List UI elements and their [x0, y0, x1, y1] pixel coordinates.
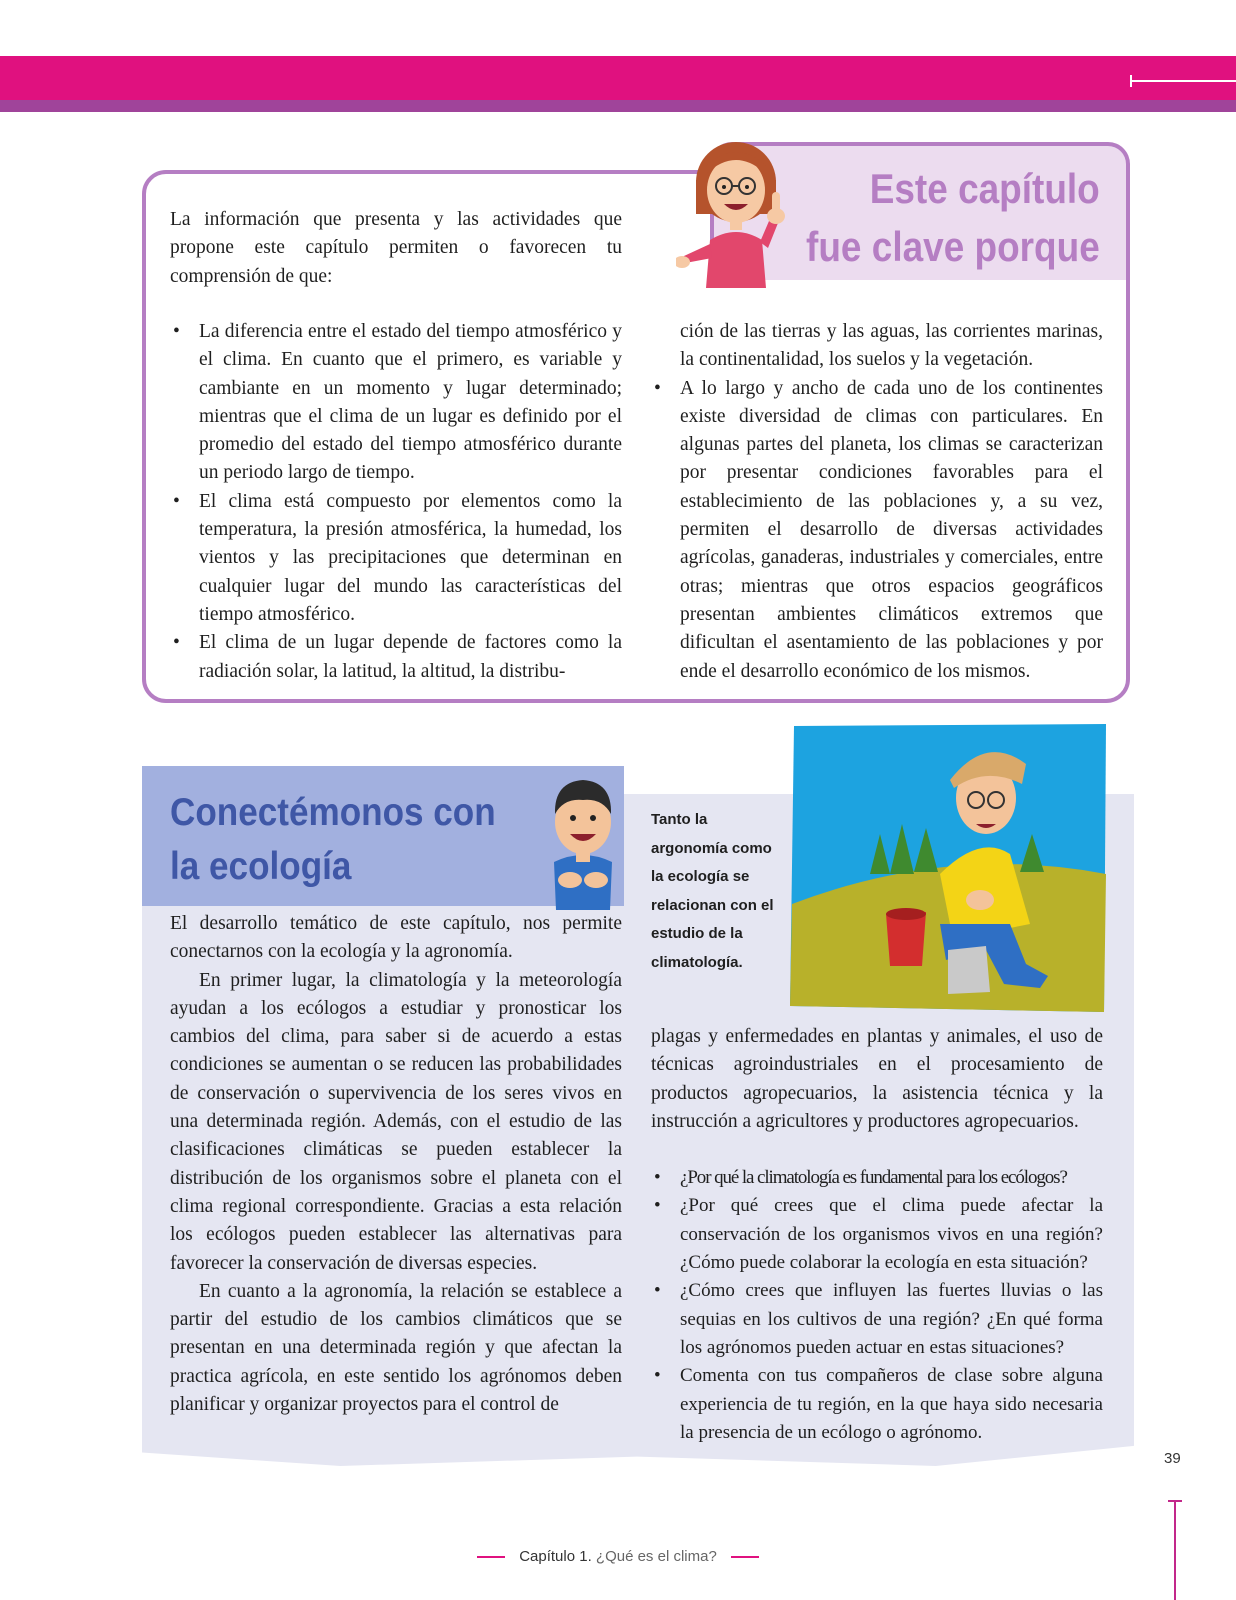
ecology-question: • ¿Por qué la climatología es fundamental para los ecólogos? [651, 1164, 1103, 1192]
ecology-paragraph: El desarrollo temático de este capítulo, nos permite conectarnos con la ecología y la agronomía. [170, 913, 622, 963]
top-banner [0, 56, 1236, 100]
key-bullet: • La diferencia entre el estado del tiempo atmosférico y el clima. En cuanto que el primero, es variable y cambiante en un momento y lugar determinado; mientras que el clima de un lugar es definido por el promedio del estado del tiempo atmosférico durante un periodo largo de tiempo. [170, 318, 622, 488]
girl-illustration [676, 140, 798, 288]
boy-illustration [540, 762, 626, 910]
ecology-paragraph: En cuanto a la agronomía, la relación se establece a partir del estudio de los cambios climáticos que se presentan en una determinada región y que afectan la practica agrícola, en este sentido los agrónomos deben planificar y organizar proyectos para el control de [170, 1280, 622, 1416]
ecology-paragraph: plagas y enfermedades en plantas y animales, el uso de técnicas agroindustriales en el procesamiento de productos agropecuarios, la asistencia técnica y la instrucción a agricultores y productores agropecuarios. [651, 1026, 1103, 1132]
chapter-key-right-column [651, 318, 1103, 686]
footer-right-mark [731, 1556, 759, 1558]
footer-subtitle: ¿Qué es el clima? [595, 1548, 717, 1565]
page-footer [0, 1548, 1236, 1565]
ecology-questions [651, 1164, 1103, 1447]
ecology-question: • Comenta con tus compañeros de clase sobre alguna experiencia de tu región, en la que haya sido necesaria la presencia de un ecólogo o agrónomo. [651, 1362, 1103, 1447]
banner-rule-tick [1130, 75, 1132, 87]
ecology-left-column [170, 910, 622, 1419]
page-number: 39 [1164, 1450, 1181, 1467]
chapter-key-title: Este capítulo fue clave porque [806, 165, 1100, 270]
page-edge-rule-tick [1168, 1500, 1182, 1502]
key-bullet: • El clima está compuesto por elementos como la temperatura, la presión atmosférica, la humedad, los vientos y las precipitaciones que determinan en cualquier lugar del mundo las características del tiempo atmosférico. [170, 488, 622, 629]
key-bullet-continuation: ción de las tierras y las aguas, las corrientes marinas, la continentalidad, los suelos y la vegetación. [680, 321, 1103, 371]
chapter-key-left-column [170, 318, 622, 686]
ecology-question: • ¿Por qué crees que el clima puede afectar la conservación de los organismos vivos en una región? ¿Cómo puede colaborar la ecología en esta situación? [651, 1192, 1103, 1277]
top-banner-strip [0, 100, 1236, 112]
illustration-caption: Tanto la argonomía como la ecología se relacionan con el estudio de la climatología. [651, 811, 774, 971]
ecology-title: Conectémonos con la ecología [170, 791, 496, 888]
chapter-key-intro: La información que presenta y las actividades que propone este capítulo permiten o favorecen tu comprensión de que: [170, 209, 622, 287]
key-bullet: • El clima de un lugar depende de factores como la radiación solar, la latitud, la altitud, la distribu- [170, 629, 622, 686]
banner-rule [1130, 80, 1236, 82]
footer-left-mark [477, 1556, 505, 1558]
ecology-right-column [651, 1023, 1103, 1447]
footer-chapter: Capítulo 1. [519, 1548, 592, 1565]
farmer-illustration [790, 724, 1108, 1014]
ecology-question: • ¿Cómo crees que influyen las fuertes lluvias o las sequias en los cultivos de una región? ¿En qué forma los agrónomos pueden actuar en estas situaciones? [651, 1277, 1103, 1362]
ecology-paragraph: En primer lugar, la climatología y la meteorología ayudan a los ecólogos a estudiar y pronosticar los cambios del clima, para saber si de acuerdo a estas condiciones se aumentan o se reducen las probabilidades de conservación o supervivencia de los seres vivos en una determinada región. Además, con el estudio de las clasificaciones climáticas se pueden establecer la distribución de los organismos sobre el planeta con el clima regional correspondiente. Gracias a esta relación los ecólogos pueden establecer las alternativas para favorecer la conservación de diversas especies. [170, 969, 622, 1274]
key-bullet: • A lo largo y ancho de cada uno de los continentes existe diversidad de climas con particulares. En algunas partes del planeta, los climas se caracterizan por presentar condiciones favorables para el establecimiento de las poblaciones y, a su vez, permiten el desarrollo de diversas actividades agrícolas, ganaderas, industriales y comerciales, entre otras; mientras que otros espacios geográficos presentan ambientes climáticos extremos que dificultan el asentamiento de las poblaciones y por ende el desarrollo económico de los mismos. [651, 375, 1103, 686]
